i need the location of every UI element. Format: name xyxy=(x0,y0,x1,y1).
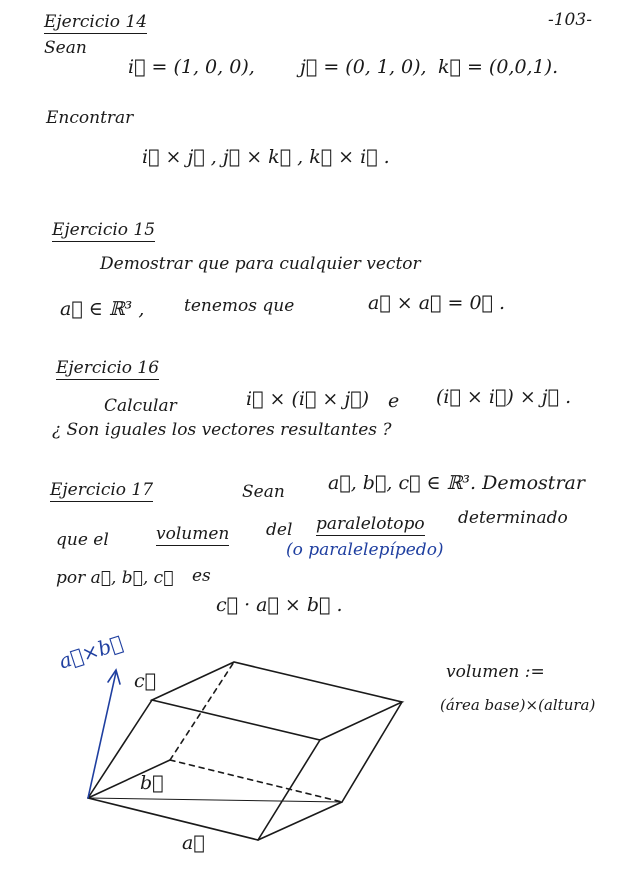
exercise-17-volumen: volumen xyxy=(156,524,230,544)
k-vector-definition: k⃗ = (0,0,1). xyxy=(438,56,559,78)
c-label: c⃗ xyxy=(134,670,157,692)
exercise-16-expression-1: i⃗ × (i⃗ × j⃗) xyxy=(246,388,370,410)
i-vector-definition: i⃗ = (1, 0, 0), xyxy=(128,56,255,78)
exercise-17-determinado: determinado xyxy=(458,508,568,528)
exercise-15-title: Ejercicio 15 xyxy=(52,220,156,240)
exercise-16-conjunction: e xyxy=(388,390,400,412)
axb-arrow xyxy=(88,672,116,798)
exercise-17-es: es xyxy=(192,566,211,586)
axb-label: a⃗×b⃗ xyxy=(55,630,126,674)
exercise-17-del: del xyxy=(266,520,293,540)
exercise-17-sean: Sean xyxy=(242,482,285,502)
cross-products-list: i⃗ × j⃗ , j⃗ × k⃗ , k⃗ × i⃗ . xyxy=(142,146,390,168)
base-diagonal xyxy=(88,798,342,802)
exercise-15-identity: a⃗ × a⃗ = 0⃗ . xyxy=(368,292,506,314)
exercise-17-formula: c⃗ · a⃗ × b⃗ . xyxy=(216,594,343,616)
exercise-14-encontrar: Encontrar xyxy=(46,108,134,128)
exercise-17-que-el: que el xyxy=(56,530,109,550)
edge-a xyxy=(88,798,258,840)
exercise-16-expression-2: (i⃗ × i⃗) × j⃗ . xyxy=(436,386,572,408)
volumen-definition-label: volumen := xyxy=(446,662,545,682)
exercise-17-blue-note: (o paralelepípedo) xyxy=(286,540,444,560)
exercise-16-title: Ejercicio 16 xyxy=(56,358,160,378)
exercise-17-paralelotopo: paralelotopo xyxy=(316,514,425,534)
exercise-14-title: Ejercicio 14 xyxy=(44,12,148,32)
exercise-15-tenemos-que: tenemos que xyxy=(184,296,295,316)
top-face xyxy=(152,662,402,740)
exercise-17-title: Ejercicio 17 xyxy=(50,480,154,500)
hidden-bottom-edge xyxy=(170,760,342,802)
exercise-17-vectors-in-r3: a⃗, b⃗, c⃗ ∈ ℝ³. Demostrar xyxy=(328,472,585,494)
exercise-16-calcular: Calcular xyxy=(104,396,177,416)
b-label: b⃗ xyxy=(140,772,164,794)
j-vector-definition: j⃗ = (0, 1, 0), xyxy=(300,56,427,78)
exercise-15-line1: Demostrar que para cualquier vector xyxy=(100,254,421,274)
back-right-edge xyxy=(342,702,402,802)
exercise-16-question: ¿ Son iguales los vectores resultantes ? xyxy=(52,420,392,440)
front-right-edge xyxy=(258,740,320,840)
volumen-formula: (área base)×(altura) xyxy=(440,696,596,714)
exercise-14-sean: Sean xyxy=(44,38,87,58)
exercise-15-vector-in-r3: a⃗ ∈ ℝ³ , xyxy=(60,298,145,320)
exercise-17-por-vectors: por a⃗, b⃗, c⃗ xyxy=(56,568,174,588)
a-label: a⃗ xyxy=(182,832,205,854)
page-number: -103- xyxy=(548,10,592,30)
